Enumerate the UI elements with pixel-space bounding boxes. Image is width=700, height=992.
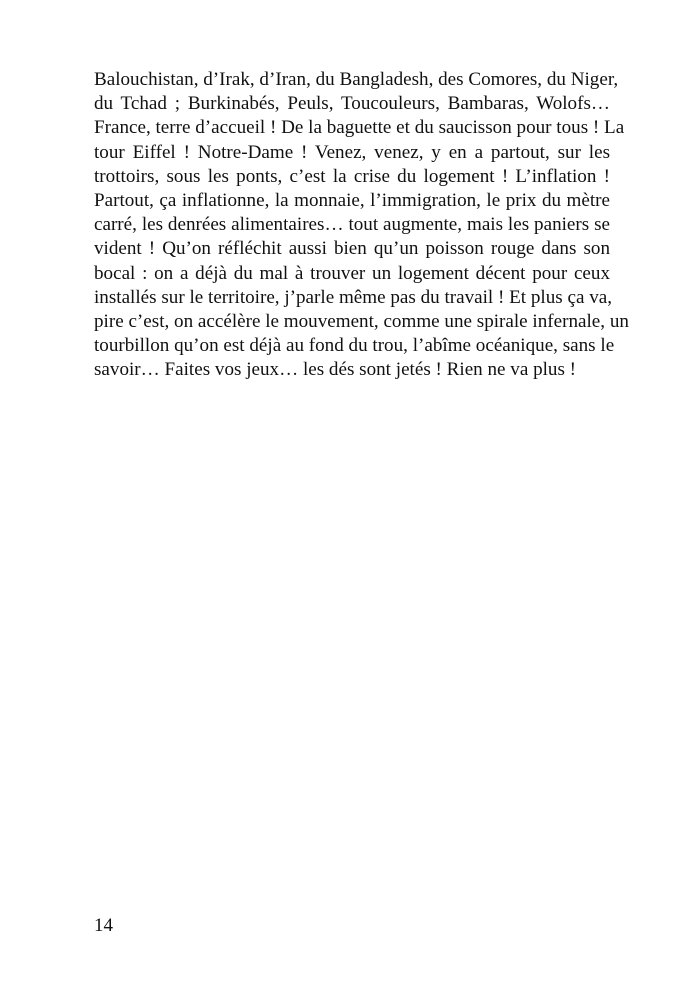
paragraph-line: trottoirs, sous les ponts, c’est la crise du logement ! L’inflation ! (94, 165, 610, 187)
paragraph-line: tour Eiffel ! Notre-Dame ! Venez, venez, y en a partout, sur les (94, 141, 610, 163)
paragraph-line: Balouchistan, d’Irak, d’Iran, du Bangladesh, des Comores, du Niger, (94, 69, 619, 90)
paragraph-line: savoir… Faites vos jeux… les dés sont jetés ! Rien ne va plus ! (94, 359, 577, 381)
paragraph-line: du Tchad ; Burkinabés, Peuls, Toucouleurs, Bambaras, Wolofs… (94, 93, 610, 115)
paragraph-line: carré, les denrées alimentaires… tout augmente, mais les paniers se (94, 214, 610, 236)
paragraph-line: pire c’est, on accélère le mouvement, comme une spirale infernale, un (94, 311, 629, 333)
paragraph-line: bocal : on a déjà du mal à trouver un logement décent pour ceux (94, 262, 610, 284)
body-paragraph (94, 68, 629, 383)
paragraph-line: tourbillon qu’on est déjà au fond du trou, l’abîme océanique, sans le (94, 335, 615, 357)
paragraph-line: Partout, ça inflationne, la monnaie, l’immigration, le prix du mètre (94, 190, 610, 212)
paragraph-line: vident ! Qu’on réfléchit aussi bien qu’un poisson rouge dans son (94, 238, 610, 260)
paragraph-line: France, terre d’accueil ! De la baguette et du saucisson pour tous ! La (94, 117, 625, 139)
page-number: 14 (94, 915, 113, 936)
paragraph-line: installés sur le territoire, j’parle même pas du travail ! Et plus ça va, (94, 286, 613, 308)
